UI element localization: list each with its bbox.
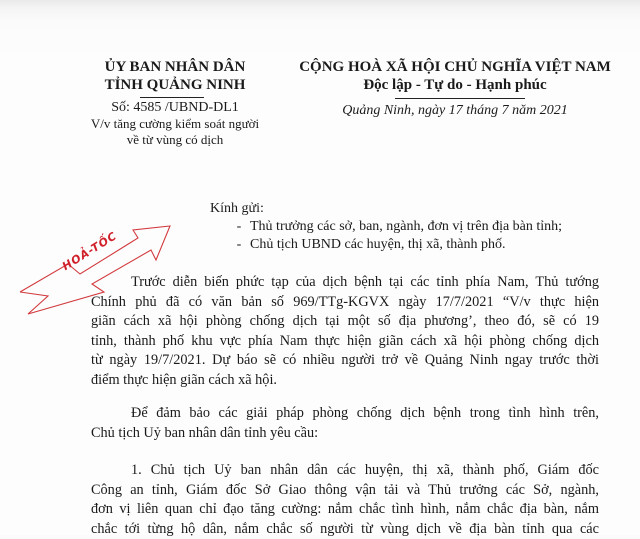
nation-title: CỘNG HOÀ XÃ HỘI CHỦ NGHĨA VIỆT NAM bbox=[299, 59, 611, 75]
recipient-item bbox=[210, 218, 562, 236]
org-name-line1: ỦY BAN NHÂN DÂN bbox=[104, 59, 246, 75]
text-line: 1. Chủ tịch Uỷ ban nhân dân các huyện, thị xã, thành phố, Giám đốc bbox=[131, 462, 599, 478]
text-line: tỉnh, thành phố khu vực phía Nam thực hiện giãn cách xã hội phòng chống dịch bbox=[91, 332, 599, 349]
urgent-stamp-text: HOẢ-TỐC bbox=[60, 229, 120, 274]
text-line: chắc tới từng hộ dân, nắm chắc số người từ vùng dịch về địa bàn tỉnh qua các bbox=[91, 520, 599, 537]
org-name-line2: TỈNH QUẢNG NINH bbox=[104, 77, 246, 93]
document-number: Số: 4585 /UBND-DL1 bbox=[111, 100, 239, 115]
national-motto: Độc lập - Tự do - Hạnh phúc bbox=[363, 77, 547, 93]
text-line: giãn cách xã hội phòng chống dịch tại một số địa phương’, theo đó, sẽ có 19 bbox=[91, 313, 599, 330]
national-header-block bbox=[278, 58, 632, 119]
recipient-text: Chủ tịch UBND các huyện, thị xã, thành phố. bbox=[250, 237, 506, 252]
recipient-text: Thủ trưởng các sở, ban, ngành, đơn vị trên địa bàn tỉnh; bbox=[250, 219, 563, 234]
body-paragraph-1 bbox=[91, 273, 599, 391]
list-dash: - bbox=[236, 237, 242, 252]
org-underline-divider bbox=[140, 97, 204, 98]
motto-underline-divider bbox=[395, 98, 525, 99]
body-paragraph-2 bbox=[91, 404, 599, 443]
subject-line2: về từ vùng có dịch bbox=[126, 132, 224, 147]
text-line: Chủ tịch Uỷ ban nhân dân tỉnh yêu cầu: bbox=[91, 424, 319, 441]
subject-line1: V/v tăng cường kiểm soát người bbox=[90, 116, 260, 131]
text-line: từ ngày 19/7/2021. Dự báo sẽ có nhiều người trở về Quảng Ninh ngay trước thời bbox=[91, 352, 599, 369]
text-line: Để đảm bảo các giải pháp phòng chống dịch bệnh trong tình hình trên, bbox=[131, 405, 599, 421]
recipients-block bbox=[210, 200, 562, 254]
text-line: Chính phủ đã có văn bản số 969/TTg-KGVX ngày 17/7/2021 “V/v thực hiện bbox=[91, 293, 599, 310]
place-date-line: Quảng Ninh, ngày 17 tháng 7 năm 2021 bbox=[342, 103, 568, 118]
text-line: Trước diễn biến phức tạp của dịch bệnh tại các tỉnh phía Nam, Thủ tướng bbox=[131, 274, 599, 290]
text-line: Công an tỉnh, Giám đốc Sở Giao thông vận tải và Thủ trưởng các Sở, ngành, bbox=[91, 481, 599, 498]
issuing-authority-block bbox=[90, 58, 260, 148]
text-line: điểm thực hiện giãn cách xã hội. bbox=[91, 371, 277, 388]
text-line: đơn vị liên quan chỉ đạo tăng cường: nắm chắc tình hình, nắm chắc địa bàn, nắm bbox=[91, 501, 599, 518]
recipient-item bbox=[210, 236, 562, 254]
recipients-label: Kính gửi: bbox=[210, 201, 264, 216]
list-dash: - bbox=[236, 219, 242, 234]
body-paragraph-3 bbox=[91, 461, 599, 539]
